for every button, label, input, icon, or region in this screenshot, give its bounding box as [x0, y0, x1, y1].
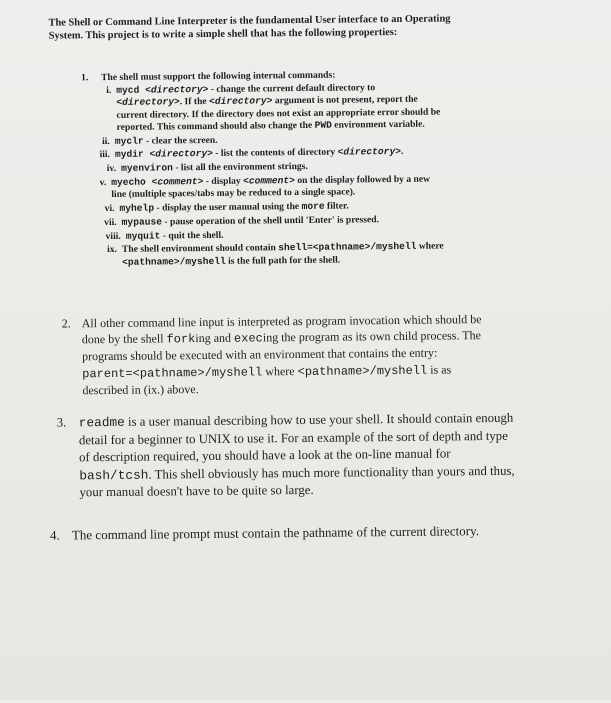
code-text: <pathname>/myshell — [297, 363, 428, 379]
code-text: fork — [166, 332, 196, 347]
item-text — [111, 173, 522, 202]
paragraph-number: 3. — [56, 415, 67, 430]
paragraph-text — [72, 521, 550, 543]
code-text: <comment> — [151, 176, 204, 188]
text-run: reported. This command should also change the — [116, 119, 315, 133]
item-numeral: ix. — [107, 244, 117, 256]
intro-line: The Shell or Command Line Interpreter is the fundamental User interface to an Operating — [48, 13, 451, 29]
text-run: is a user manual describing how to use your shell. It should contain enough — [124, 410, 514, 429]
text-run: where — [262, 363, 298, 379]
text-run: current directory. If the directory does not exist an appropriate error should be — [116, 106, 441, 121]
code-text: <directory> — [208, 95, 273, 108]
item-numeral: viii. — [105, 230, 121, 242]
text-run: The shell environment should contain — [121, 242, 279, 256]
text-run: - display the user manual using the — [153, 200, 302, 214]
text-run: of description required, you should have a look at the on-line manual for — [79, 446, 451, 465]
text-run: is as — [427, 362, 452, 377]
text-run: filter. — [324, 200, 349, 212]
code-text: myenviron — [121, 162, 173, 175]
section-internal-commands — [81, 68, 523, 271]
text-run: . — [400, 146, 404, 158]
code-text: exec — [233, 331, 263, 346]
text-run: ing the program as its own child process. The — [262, 328, 481, 345]
text-run: . This shell obviously has much more functionality than yours and thus, — [148, 463, 515, 482]
code-text: readme — [78, 414, 125, 431]
item-numeral: vii. — [104, 216, 117, 228]
code-text: myhelp — [119, 202, 155, 214]
text-run: environment variable. — [331, 118, 425, 131]
text-run: where — [416, 240, 444, 253]
text-run: - pause operation of the shell until 'Enter' is pressed. — [161, 213, 380, 228]
item-numeral: vi. — [104, 202, 115, 215]
text-line — [72, 521, 550, 543]
text-run: is the full path for the shell. — [225, 254, 341, 267]
text-run: detail for a beginner to UNIX to use it. For an example of the sort of depth and type — [78, 428, 508, 447]
intro-paragraph — [48, 12, 478, 43]
item-numeral: v. — [99, 177, 107, 189]
code-text: myecho — [111, 176, 152, 188]
text-run: line (multiple spaces/tabs may be reduced to a single space). — [111, 186, 356, 201]
text-run: - list all the environment strings. — [172, 161, 308, 174]
code-text: bash/tcsh — [79, 467, 149, 484]
text-run: - display — [203, 175, 244, 188]
command-item — [81, 81, 521, 134]
paragraph-3 — [57, 409, 558, 502]
text-run: - change the current default directory to — [208, 82, 376, 96]
code-text: mycd — [116, 84, 146, 97]
text-run: - list the contents of directory — [212, 147, 338, 160]
command-item — [82, 173, 522, 202]
text-run: - clear the screen. — [143, 134, 218, 147]
text-run: argument is not present, report the — [272, 94, 418, 107]
item-text — [122, 240, 523, 269]
text-run: All other command line input is interpreted as program invocation which should be — [81, 312, 482, 331]
item-text — [116, 81, 521, 134]
paragraph-number: 4. — [49, 527, 60, 543]
text-run: your manual doesn't have to be quite so large. — [79, 483, 314, 500]
paragraph-2 — [62, 310, 543, 398]
text-run: - quit the shell. — [160, 229, 224, 242]
text-run: on the display followed by a new — [294, 173, 431, 187]
text-line — [79, 480, 557, 503]
text-run: done by the shell — [81, 331, 167, 347]
code-text: shell=<pathname>/myshell — [278, 241, 417, 254]
text-run: The command line prompt must contain the pathname of the current directory. — [71, 523, 480, 543]
code-text: myquit — [125, 230, 161, 242]
text-run: described in (ix.) above. — [82, 381, 199, 398]
paragraph-text — [79, 409, 558, 502]
text-run: ing and — [195, 330, 235, 346]
code-text: <comment> — [243, 175, 295, 187]
intro-line: System. This project is to write a simple shell that has the following properties: — [48, 26, 398, 42]
item-numeral: iii. — [99, 149, 111, 161]
code-text: <directory> — [116, 96, 180, 109]
paragraph-number: 2. — [61, 316, 71, 331]
code-text: <directory> — [337, 146, 402, 159]
code-text: PWD — [314, 119, 332, 131]
code-text: mypause — [121, 216, 163, 228]
text-run: . If the — [179, 96, 210, 108]
paragraph-4 — [50, 521, 550, 543]
code-text: <pathname>/myshell — [122, 255, 226, 268]
code-text: mydir — [114, 148, 150, 161]
command-item — [83, 240, 523, 269]
item-numeral: i. — [106, 85, 112, 97]
code-text: myclr — [114, 135, 144, 147]
text-run: programs should be executed with an environment that contains the entry: — [81, 345, 438, 364]
section-number: 1. — [81, 72, 89, 84]
item-numeral: ii. — [102, 135, 110, 147]
item-numeral: iv. — [106, 163, 117, 175]
paragraph-text — [82, 310, 543, 398]
code-text: <directory> — [145, 84, 209, 96]
code-text: parent=<pathname>/myshell — [82, 365, 263, 381]
section-heading: The shell must support the following internal commands: — [101, 69, 336, 84]
code-text: more — [301, 200, 325, 212]
code-text: <directory> — [149, 148, 213, 160]
command-list — [81, 81, 523, 269]
